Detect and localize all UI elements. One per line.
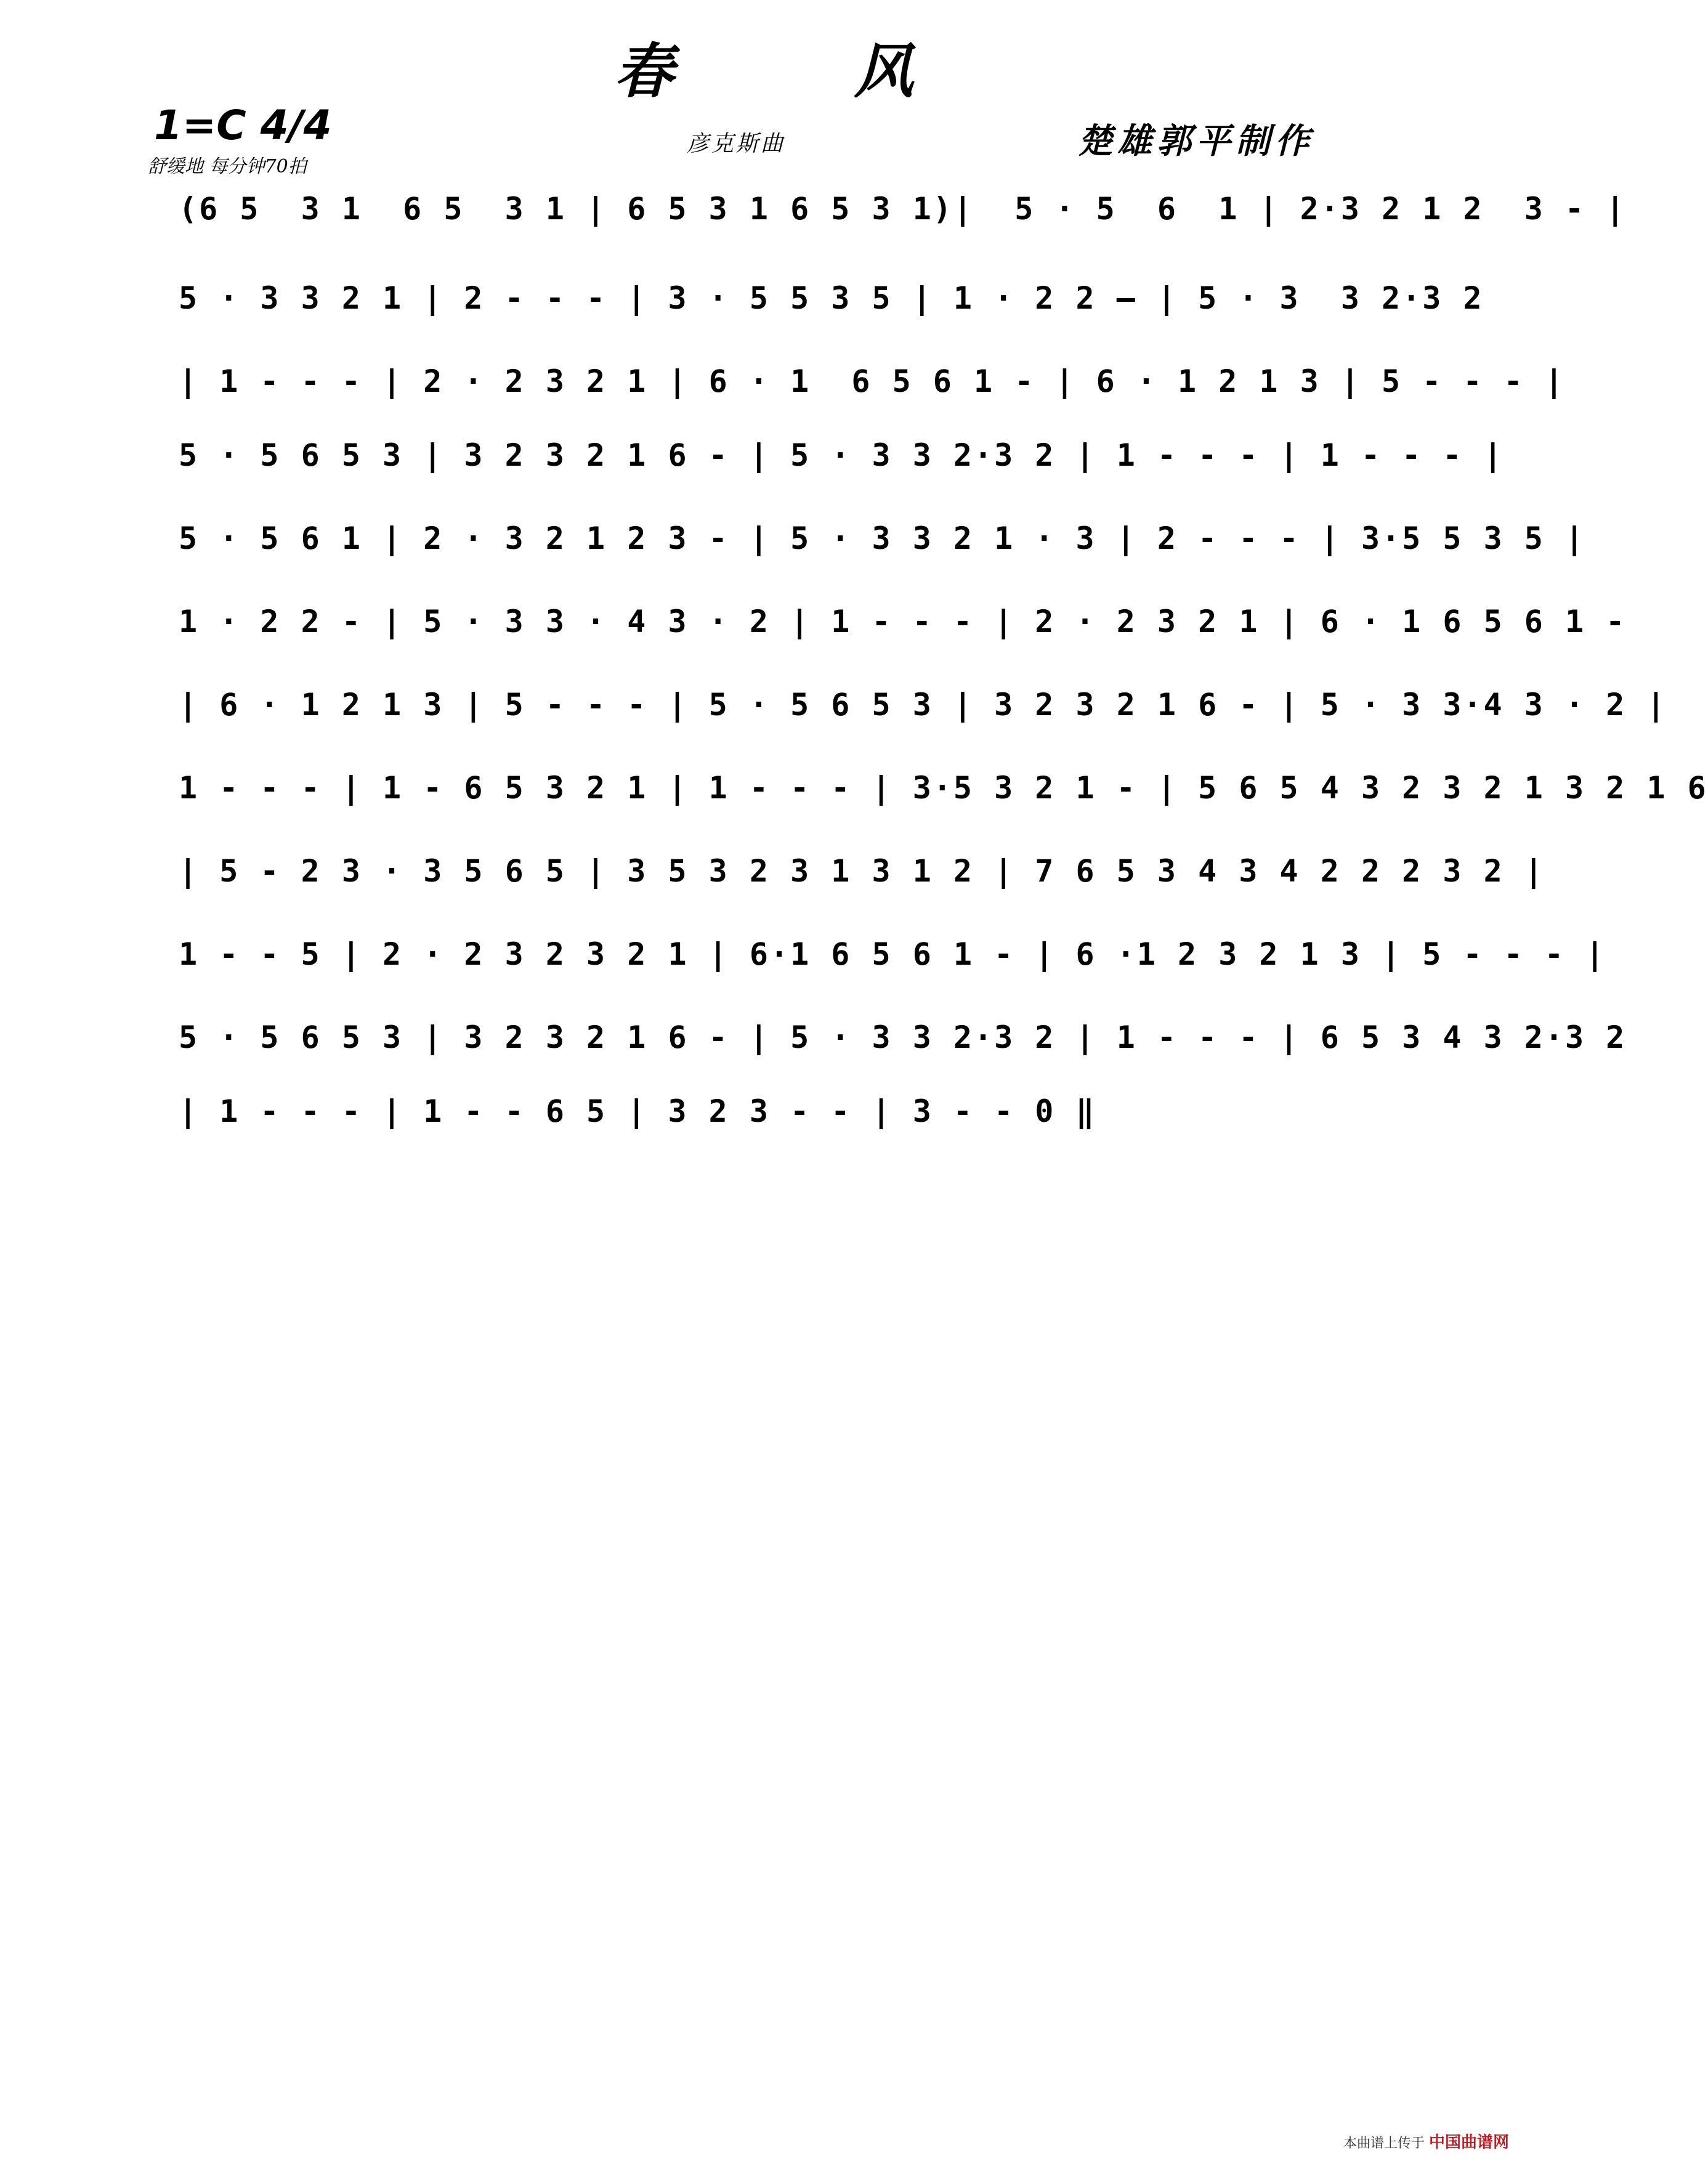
score-line: 5 · 5 6 5 3 | 3 2 3 2 1 6 - | 5 · 3 3 2·3 2 | 1 - - - | 6 5 3 4 3 2·3 2 <box>179 1020 1627 1055</box>
site-logo: 中国曲谱网 <box>1428 2133 1509 2152</box>
score-line: 5 · 5 6 1 | 2 · 3 2 1 2 3 - | 5 · 3 3 2 1 · 3 | 2 - - - | 3·5 5 3 5 | <box>179 521 1586 556</box>
site-footer <box>1343 2130 1509 2152</box>
score-line: 1 · 2 2 - | 5 · 3 3 · 4 3 · 2 | 1 - - - | 2 · 2 3 2 1 | 6 · 1 6 5 6 1 - <box>179 604 1627 639</box>
score-line: (6 5 3 1 6 5 3 1 | 6 5 3 1 6 5 3 1)| 5 · 5 6 1 | 2·3 2 1 2 3 - | <box>179 191 1627 227</box>
key-signature: 1=C 4/4 <box>154 102 332 149</box>
composer-credit: 彦克斯曲 <box>687 131 786 156</box>
arranger-credit: 楚雄郭平制作 <box>1078 121 1314 161</box>
score-line: | 5 - 2 3 · 3 5 6 5 | 3 5 3 2 3 1 3 1 2 | 7 6 5 3 4 3 4 2 2 2 3 2 | <box>179 853 1545 889</box>
score-line: | 1 - - - | 2 · 2 3 2 1 | 6 · 1 6 5 6 1 - | 6 · 1 2 1 3 | 5 - - - | <box>179 363 1565 399</box>
upload-note: 本曲谱上传于 <box>1343 2136 1425 2151</box>
page-title: 春 风 <box>614 36 994 106</box>
score-line: 5 · 5 6 5 3 | 3 2 3 2 1 6 - | 5 · 3 3 2·3 2 | 1 - - - | 1 - - - | <box>179 437 1504 473</box>
score-line: 1 - - - | 1 - 6 5 3 2 1 | 1 - - - | 3·5 3 2 1 - | 5 6 5 4 3 2 3 2 1 3 2 1 6 <box>179 770 1708 806</box>
tempo-marking: 舒缓地 每分钟70拍 <box>148 156 307 177</box>
score-line: 5 · 3 3 2 1 | 2 - - - | 3 · 5 5 3 5 | 1 · 2 2 — | 5 · 3 3 2·3 2 <box>179 280 1484 316</box>
score-line: | 6 · 1 2 1 3 | 5 - - - | 5 · 5 6 5 3 | 3 2 3 2 1 6 - | 5 · 3 3·4 3 · 2 | <box>179 687 1667 723</box>
score-line: | 1 - - - | 1 - - 6 5 | 3 2 3 - - | 3 - - 0 ‖ <box>179 1093 1096 1129</box>
score-line: 1 - - 5 | 2 · 2 3 2 3 2 1 | 6·1 6 5 6 1 - | 6 ·1 2 3 2 1 3 | 5 - - - | <box>179 936 1606 972</box>
